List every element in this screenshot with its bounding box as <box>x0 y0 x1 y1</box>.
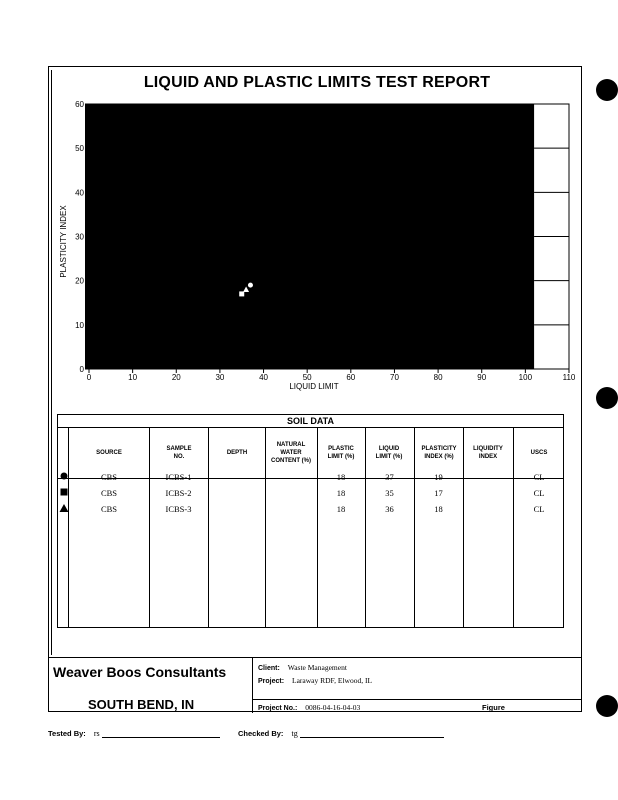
project-value: Laraway RDF, Elwood, IL <box>292 676 373 685</box>
soil-data-table <box>57 414 564 628</box>
square-marker-icon <box>59 487 69 497</box>
company-city: SOUTH BEND, IN <box>88 697 195 712</box>
y-tick-label: 0 <box>79 365 84 374</box>
y-tick-label: 10 <box>75 320 84 330</box>
client-value: Waste Management <box>287 663 347 672</box>
table-cell-uscs: CL <box>533 488 545 498</box>
y-tick-label: 50 <box>75 144 84 154</box>
checked-by-label: Checked By: <box>238 729 284 738</box>
x-tick-label: 10 <box>128 373 138 382</box>
table-column-rule <box>463 428 464 628</box>
project-no-label: Project No.: <box>258 705 298 712</box>
footer-rule <box>253 699 582 700</box>
table-cell-sample: ICBS-2 <box>165 488 192 498</box>
x-tick-label: 40 <box>259 373 268 382</box>
table-cell-plastic-limit: 18 <box>336 504 346 514</box>
table-column-rule <box>365 428 366 628</box>
project-no-value: 0086-04-16-04-03 <box>305 703 361 712</box>
tested-by <box>48 729 220 738</box>
header-liquid-limit: LIQUID LIMIT (%) <box>375 446 403 460</box>
y-tick-label: 30 <box>75 232 84 242</box>
y-tick-label: 60 <box>75 100 84 109</box>
tested-by-signature-line <box>102 729 220 738</box>
plot-fill-region <box>85 104 534 369</box>
y-tick-label: 20 <box>75 276 84 286</box>
triangle-marker-icon <box>59 503 69 513</box>
x-tick-label: 30 <box>215 373 225 382</box>
data-point-square <box>239 291 244 296</box>
report-footer <box>48 657 582 713</box>
x-tick-label: 70 <box>390 373 399 382</box>
tested-by-value: rs <box>93 729 100 738</box>
x-tick-label: 60 <box>346 373 356 382</box>
table-column-rule <box>149 428 150 628</box>
x-axis-label: LIQUID LIMIT <box>289 382 339 391</box>
table-cell-liquid-limit: 36 <box>385 504 394 514</box>
client-row <box>258 663 347 672</box>
circle-marker-icon <box>59 471 69 481</box>
header-liquidity-index: LIQUIDITY INDEX <box>473 446 503 460</box>
punch-hole-bottom <box>596 695 618 717</box>
x-tick-label: 90 <box>477 373 487 382</box>
project-label: Project: <box>258 678 285 685</box>
table-cell-plasticity-index: 17 <box>434 488 443 498</box>
data-point-circle <box>248 283 253 288</box>
table-cell-liquid-limit: 37 <box>385 472 394 482</box>
header-sample-no: SAMPLE NO. <box>166 446 192 460</box>
soil-data-title: SOIL DATA <box>58 415 563 428</box>
figure-label: Figure <box>482 703 505 712</box>
header-plasticity-index: PLASTICITY INDEX (%) <box>421 446 457 460</box>
table-cell-uscs: CL <box>533 472 545 482</box>
x-tick-label: 20 <box>171 373 181 382</box>
table-cell-plasticity-index: 19 <box>434 472 443 482</box>
checked-by-value: tg <box>291 729 298 738</box>
y-axis-label: PLASTICITY INDEX <box>59 205 68 278</box>
checked-by <box>238 729 444 738</box>
table-cell-source: CBS <box>100 488 118 498</box>
x-tick-label: 110 <box>562 373 576 382</box>
header-plastic-limit: PLASTIC LIMIT (%) <box>327 446 355 460</box>
table-cell-plastic-limit: 18 <box>336 472 346 482</box>
table-cell-liquid-limit: 35 <box>385 488 394 498</box>
checked-by-signature-line <box>300 729 444 738</box>
header-natural-water-content: NATURAL WATER CONTENT (%) <box>271 442 311 464</box>
x-tick-label: 80 <box>433 373 443 382</box>
project-row <box>258 676 372 685</box>
client-label: Client: <box>258 665 280 672</box>
table-cell-plasticity-index: 18 <box>434 504 443 514</box>
project-no-row <box>258 703 360 712</box>
header-depth: DEPTH <box>226 450 248 456</box>
tested-by-label: Tested By: <box>48 729 86 738</box>
x-tick-label: 0 <box>86 373 92 382</box>
x-tick-label: 100 <box>518 373 533 382</box>
header-source: SOURCE <box>96 450 122 456</box>
table-cell-sample: ICBS-3 <box>165 504 192 514</box>
table-column-rule <box>317 428 318 628</box>
header-uscs: USCS <box>530 450 548 456</box>
table-cell-uscs: CL <box>533 504 545 514</box>
x-tick-label: 50 <box>302 373 312 382</box>
table-cell-sample: ICBS-1 <box>165 472 192 482</box>
table-column-rule <box>265 428 266 628</box>
table-cell-plastic-limit: 18 <box>336 488 346 498</box>
table-cell-source: CBS <box>100 472 118 482</box>
table-cell-source: CBS <box>100 504 118 514</box>
company-name: Weaver Boos Consultants <box>53 664 227 680</box>
y-tick-label: 40 <box>75 188 84 198</box>
footer-divider <box>252 658 253 713</box>
report-title: LIQUID AND PLASTIC LIMITS TEST REPORT <box>143 74 491 91</box>
